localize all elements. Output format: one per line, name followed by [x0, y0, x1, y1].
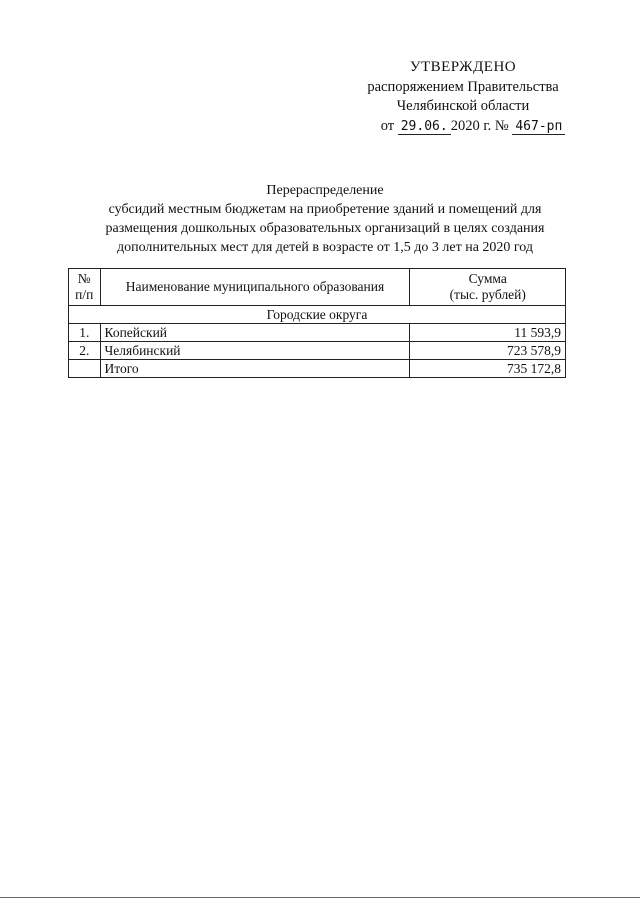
approval-heading: УТВЕРЖДЕНО — [409, 59, 517, 75]
date-year: 2020 г. № — [450, 117, 509, 134]
header-num-line-2: п/п — [75, 287, 94, 302]
date-prefix: от — [380, 117, 395, 134]
title-line-2: субсидий местным бюджетам на приобретение зданий и помещений для — [108, 202, 542, 217]
row-sum: 11 593,9 — [410, 324, 566, 342]
total-num — [69, 360, 101, 378]
date-value: 29.06. — [398, 119, 451, 135]
row-sum: 723 578,9 — [410, 342, 566, 360]
order-number: 467-рп — [512, 119, 565, 135]
row-num: 1. — [69, 324, 101, 342]
table-row — [69, 342, 566, 360]
table-header-row — [69, 269, 566, 306]
header-num-line-1: № — [77, 271, 91, 286]
total-label: Итого — [100, 360, 410, 378]
total-row — [69, 360, 566, 378]
header-name: Наименование муниципального образования — [100, 269, 410, 306]
approval-date-line — [368, 117, 578, 137]
header-sum — [410, 269, 566, 306]
table-row — [69, 324, 566, 342]
title-line-4: дополнительных мест для детей в возрасте от 1,5 до 3 лет на 2020 год — [116, 240, 534, 255]
page-bottom-rule — [0, 897, 640, 898]
row-name: Копейский — [100, 324, 410, 342]
approval-line-2: Челябинской области — [396, 98, 530, 114]
total-sum: 735 172,8 — [410, 360, 566, 378]
row-name: Челябинский — [100, 342, 410, 360]
row-num: 2. — [69, 342, 101, 360]
document-title — [60, 181, 590, 257]
approval-line-1: распоряжением Правительства — [367, 78, 559, 95]
header-sum-line-1: Сумма — [468, 271, 507, 286]
title-line-1: Перераспределение — [266, 183, 384, 198]
section-row — [69, 306, 566, 324]
approval-block — [348, 58, 578, 136]
title-line-3: размещения дошкольных образовательных организаций в целях создания — [105, 221, 545, 236]
section-label: Городские округа — [69, 306, 566, 324]
header-num — [69, 269, 101, 306]
header-sum-line-2: (тыс. рублей) — [449, 287, 526, 302]
subsidy-table — [68, 268, 566, 378]
